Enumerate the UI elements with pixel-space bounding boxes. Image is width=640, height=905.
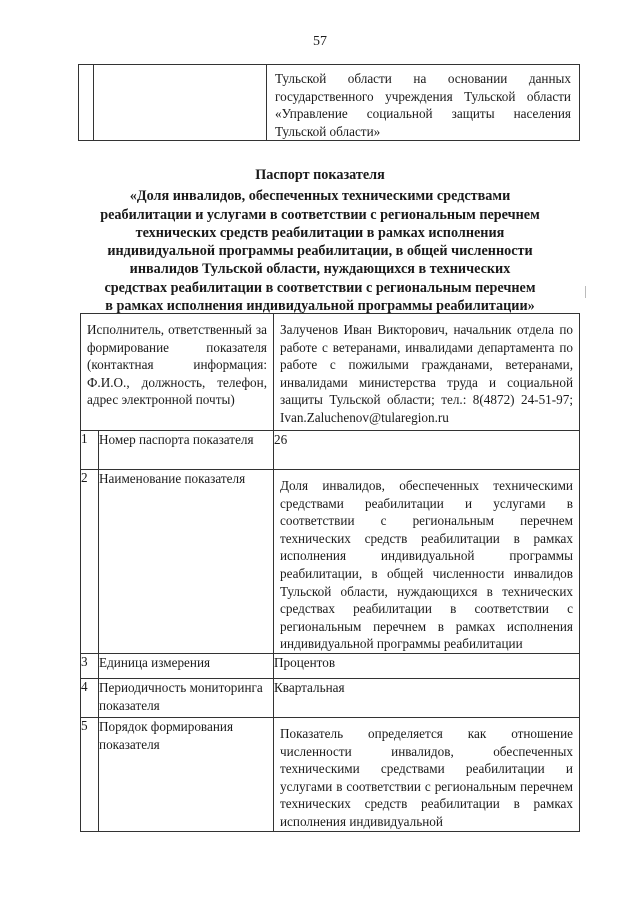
table-row xyxy=(81,717,580,831)
table-row xyxy=(79,65,580,141)
passport-title xyxy=(100,166,540,315)
executor-label-cell xyxy=(81,314,274,431)
row-label: Единица измерения xyxy=(99,653,274,678)
row-value: Квартальная xyxy=(274,678,580,717)
table-cell xyxy=(94,65,267,141)
row-value: Показатель определяется как отношение численности инвалидов, обеспеченных техническими средствами реабилитации и услугами в соответствии с региональным перечнем технических средств реабилитации в рамках исполнения индивидуальной xyxy=(280,725,573,829)
table-row xyxy=(81,470,580,654)
table-row-executor xyxy=(81,314,580,431)
executor-value-cell xyxy=(274,314,580,431)
row-value: Процентов xyxy=(274,653,580,678)
table-row xyxy=(81,678,580,717)
page-number: 57 xyxy=(313,34,327,49)
row-number: 2 xyxy=(81,470,99,654)
continuation-text: Тульской области на основании данных государственного учреждения Тульской области «Управление социальной защиты населения Тульской области» xyxy=(275,71,571,139)
row-value: Доля инвалидов, обеспеченных техническими средствами реабилитации и услугами в соответствии с региональным перечнем технических средств реабилитации в рамках исполнения индивидуальной программы реабилитации, в общей численности инвалидов Тульской области, нуждающихся в технических средствах реабилитации в соответствии с региональным перечнем в рамках исполнения индивидуальной программы реабилитации xyxy=(280,478,573,652)
row-label: Периодичность мониторинга показателя xyxy=(99,678,274,717)
row-label: Наименование показателя xyxy=(99,470,274,654)
executor-value: Залученов Иван Викторович, начальник отдела по работе с ветеранами, инвалидами департамента по работе с пожилыми гражданами, ветеранами, инвалидами министерства труда и социальной защиты Тульской области; тел.: 8(4872) 24-51-97; Ivan.Zaluchenov@tularegion.ru xyxy=(280,322,573,425)
row-value-cell xyxy=(274,717,580,831)
passport-table xyxy=(80,313,580,832)
row-label: Порядок формирования показателя xyxy=(99,717,274,831)
title-heading: Паспорт показателя xyxy=(255,167,385,183)
table-row xyxy=(81,653,580,678)
scan-artifact xyxy=(585,286,586,298)
executor-label: Исполнитель, ответственный за формирование показателя (контактная информация: Ф.И.О., должность, телефон, адрес электронной почты) xyxy=(87,322,267,408)
row-value-cell xyxy=(274,470,580,654)
continuation-table xyxy=(78,64,580,141)
row-number: 5 xyxy=(81,717,99,831)
table-cell xyxy=(79,65,94,141)
row-number: 1 xyxy=(81,431,99,470)
row-number: 3 xyxy=(81,653,99,678)
row-value: 26 xyxy=(274,431,580,470)
table-cell xyxy=(267,65,580,141)
row-label: Номер паспорта показателя xyxy=(99,431,274,470)
table-row xyxy=(81,431,580,470)
title-indicator-name: «Доля инвалидов, обеспеченных техническими средствами реабилитации и услугами в соответствии с региональным перечнем технических средств реабилитации в рамках исполнения индивидуальной программы реабилитации, в общей численности инвалидов Тульской области, нуждающихся в технических средствах реабилитации в соответствии с региональным перечнем в рамках исполнения индивидуальной программы реабилитации» xyxy=(100,188,540,315)
row-number: 4 xyxy=(81,678,99,717)
